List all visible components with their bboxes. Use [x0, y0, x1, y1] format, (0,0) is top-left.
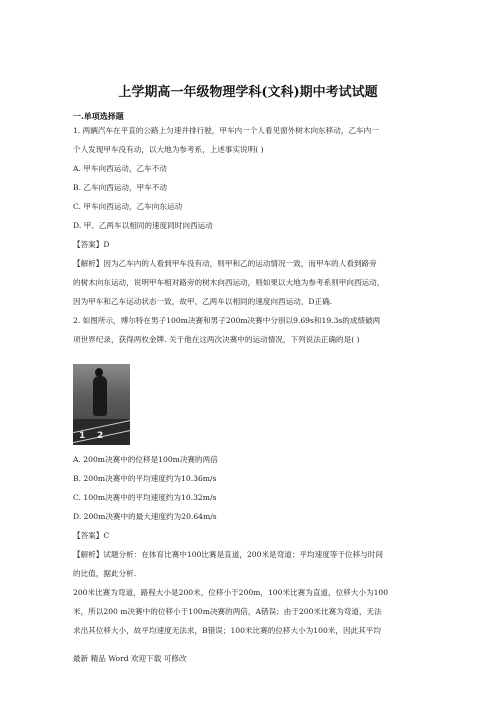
q1-option-a: A. 甲车向西运动，乙车不动	[73, 164, 167, 173]
sprinter-photo	[73, 364, 130, 445]
runner-figure	[93, 376, 107, 416]
q2-analysis-line-1: 【解析】试题分析：在体育比赛中100比赛是直道，200米是弯道；平均速度等于位移与时间	[73, 550, 383, 559]
q1-option-c: C. 甲车向西运动，乙车向东运动	[73, 202, 183, 211]
q1-analysis-line-2: 的树木向东运动，说明甲车相对路旁的树木向西运动，则如果以大地为参考系则甲向西运动，	[73, 278, 385, 287]
page-title: 上学期高一年级物理学科(文科)期中考试试题	[118, 85, 378, 100]
q2-option-b: B. 200m决赛中的平均速度约为10.36m/s	[73, 474, 217, 483]
q1-analysis-line-3: 因为甲车和乙车运动状态一致，故甲、乙两车以相同的速度向西运动，D正确.	[73, 297, 333, 306]
q1-option-d: D. 甲、乙两车以相同的速度同时向西运动	[73, 221, 213, 230]
q1-answer: 【答案】D	[73, 240, 110, 249]
q2-option-d: D. 200m决赛中的最大速度约为20.64m/s	[73, 512, 217, 521]
lane-number: 2	[97, 431, 104, 441]
q2-option-a: A. 200m决赛中的位移是100m决赛的两倍	[73, 455, 218, 464]
lane-number: 1	[79, 431, 86, 441]
q2-option-c: C. 100m决赛中的平均速度约为10.32m/s	[73, 493, 217, 502]
q2-analysis-line-5: 求出其位移大小，故平均速度无法求，B错误；100米比赛的位移大小为100米，因此其平均	[73, 626, 381, 635]
q1-option-b: B. 乙车向西运动，甲车不动	[73, 183, 167, 192]
q1-stem-line-2: 个人发现甲车没有动，以大地为参考系，上述事实说明( )	[73, 145, 264, 154]
section-heading: 一.单项选择题	[73, 111, 124, 121]
q2-stem-line-2: 项世界纪录，获得两枚金牌. 关于他在这两次决赛中的运动情况，下列说法正确的是( )	[73, 335, 360, 344]
q1-analysis-line-1: 【解析】因为乙车内的人看到甲车没有动，则甲和乙的运动情况一致，而甲车的人看到路旁	[73, 259, 377, 268]
q2-stem-line-1: 2. 如图所示，博尔特在男子100m决赛和男子200m决赛中分别以9.69s和19.3s的成绩破两	[73, 316, 381, 325]
q2-analysis-line-3: 200米比赛为弯道，路程大小是200米，位移小于200m，100米比赛为直道，位移大小为100	[73, 588, 389, 597]
q1-stem-line-1: 1. 两辆汽车在平直的公路上匀速并排行驶，甲车内一个人看见窗外树木向东移动，乙车内一	[73, 126, 379, 135]
page-footer: 最新 精品 Word 欢迎下载 可修改	[73, 654, 187, 663]
q2-analysis-line-2: 的比值，据此分析.	[73, 569, 137, 578]
q2-answer: 【答案】C	[73, 531, 110, 540]
q2-analysis-line-4: 米，所以200 m决赛中的位移小于100m决赛的两倍，A错误；由于200米比赛为弯道，无法	[73, 607, 382, 616]
